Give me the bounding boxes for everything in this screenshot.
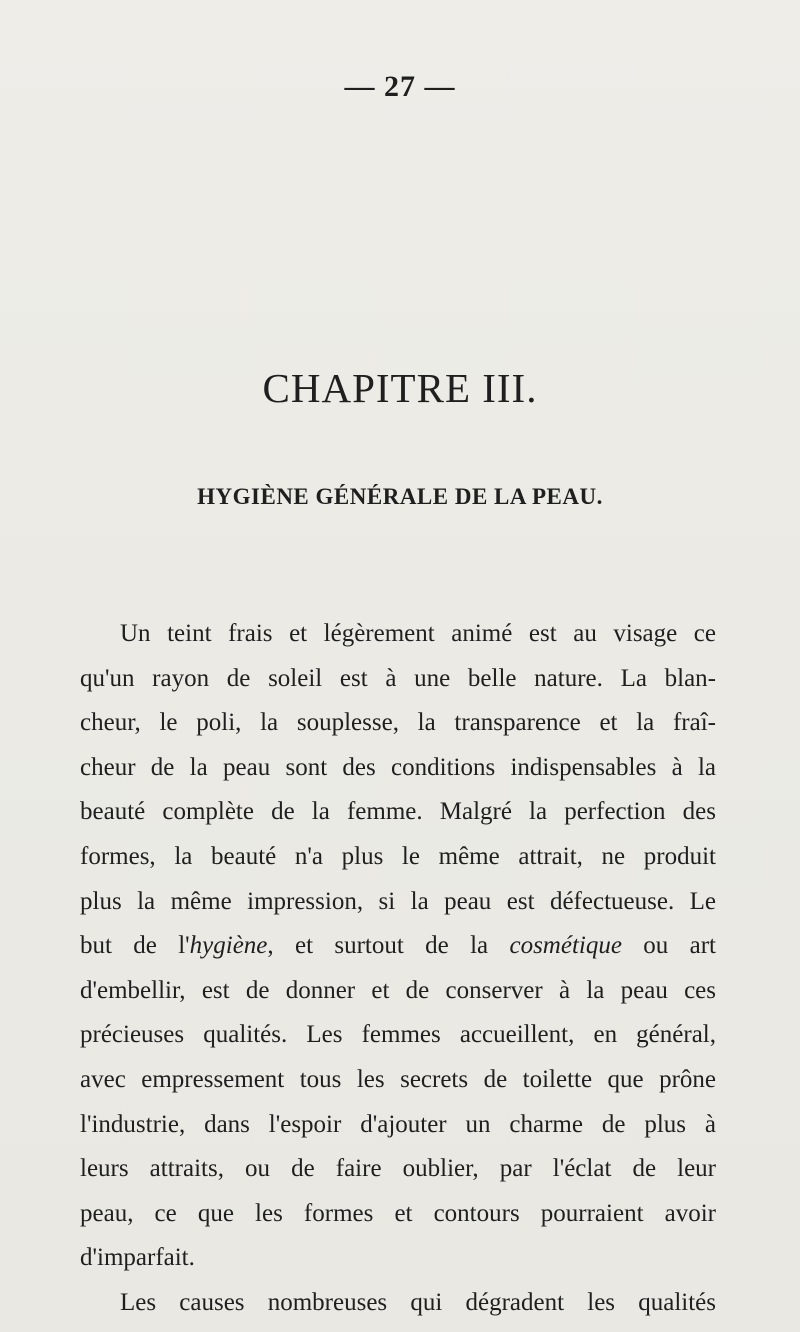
text-line: leurs attraits, ou de faire oublier, par l'éclat de leur [80,1155,716,1183]
italic-term-hygiene: hygiène [189,932,268,960]
section-title: HYGIÈNE GÉNÉRALE DE LA PEAU. [197,484,603,509]
text-line: l'industrie, dans l'espoir d'ajouter un charme de plus à [80,1110,716,1138]
text-segment: but de l' [80,932,190,960]
text-segment: , et surtout de la [267,932,510,960]
text-line: beauté complète de la femme. Malgré la perfection des [80,798,716,826]
text-line: qu'un rayon de soleil est à une belle nature. La blan- [80,664,716,692]
text-line: cheur de la peau sont des conditions indispensables à la [80,753,716,781]
chapter-title: CHAPITRE III. [262,365,538,411]
text-line: précieuses qualités. Les femmes accueillent, en général, [80,1021,716,1049]
text-line: plus la même impression, si la peau est défectueuse. Le [80,887,716,915]
text-line [80,926,716,971]
text-line: cheur, le poli, la souplesse, la transparence et la fraî- [80,709,716,737]
text-line: Les causes nombreuses qui dégradent les qualités [120,1288,716,1316]
text-segment: ou art [621,932,716,960]
text-line: d'imparfait. [80,1244,195,1272]
text-line: d'embellir, est de donner et de conserver à la peau ces [80,976,716,1004]
text-line: formes, la beauté n'a plus le même attrait, ne produit [80,842,716,870]
text-line: Un teint frais et légèrement animé est au visage ce [120,620,716,647]
text-line: peau, ce que les formes et contours pourraient avoir [80,1199,716,1227]
text-line: avec empressement tous les secrets de toilette que prône [80,1065,716,1093]
page-number: — 27 — [344,70,456,103]
italic-term-cosmetique: cosmétique [509,932,622,960]
body-text [80,614,716,1328]
